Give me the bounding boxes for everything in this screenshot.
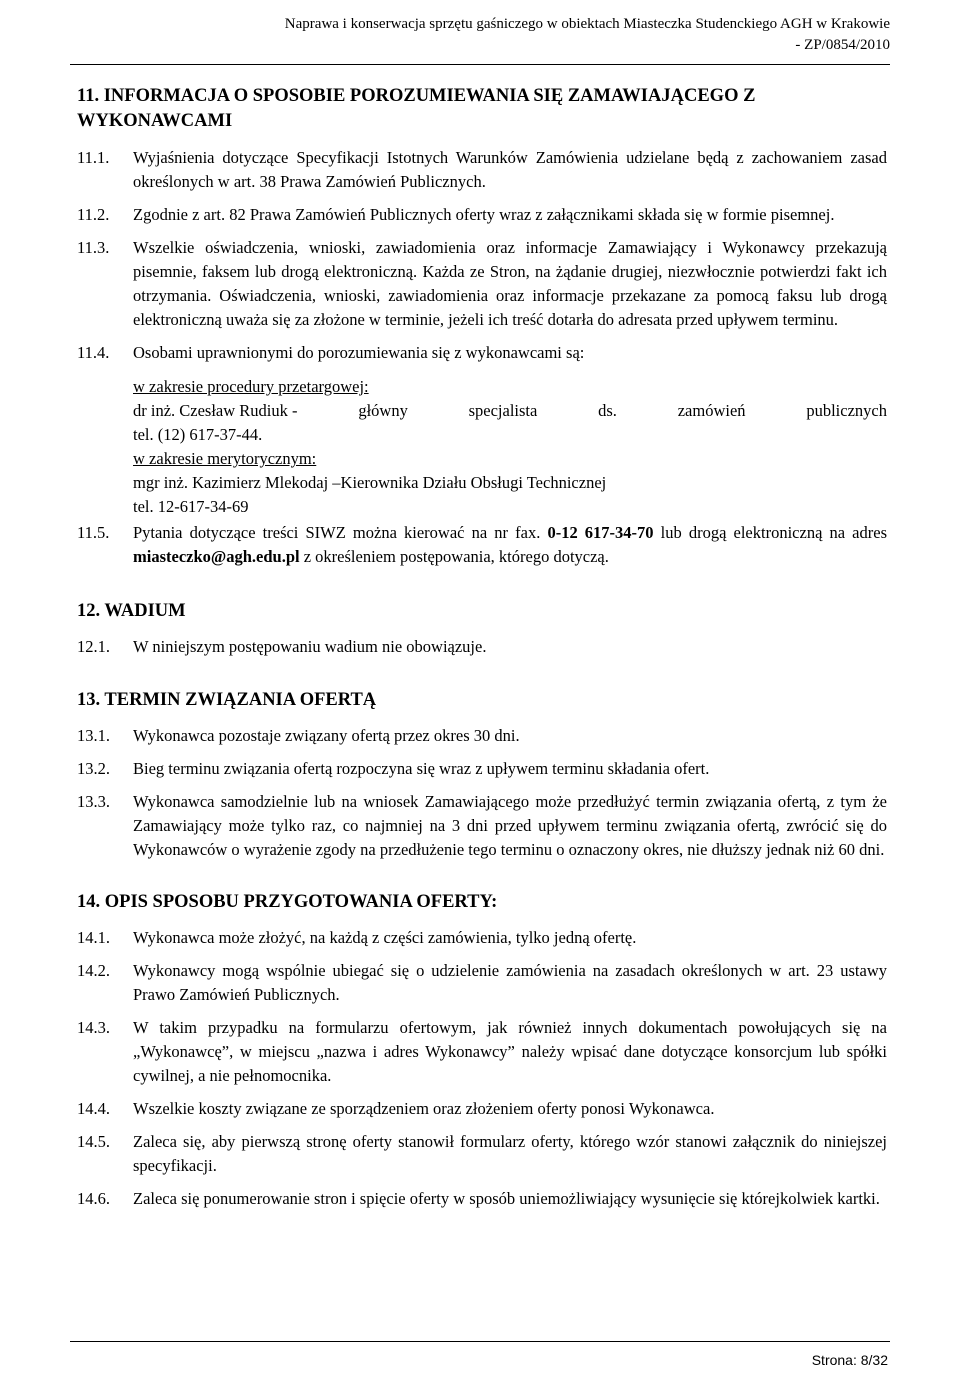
item-number: 14.5. <box>77 1132 110 1151</box>
item-14-3 <box>77 1016 887 1088</box>
item-11-2 <box>77 203 887 227</box>
merit-contact-phone: tel. 12-617-34-69 <box>133 497 249 516</box>
contact-role-word: zamówień <box>677 401 746 420</box>
item-text: Wykonawca pozostaje związany ofertą przez okres 30 dni. <box>133 726 520 745</box>
item-13-2 <box>77 757 887 781</box>
item-11-3 <box>77 236 887 332</box>
contacts-intro: Osobami uprawnionymi do porozumiewania się z wykonawcami są: <box>133 343 585 362</box>
item-14-2 <box>77 959 887 1007</box>
contact-role-word: publicznych <box>806 401 887 420</box>
item-number: 14.1. <box>77 928 110 947</box>
item-text: W takim przypadku na formularzu ofertowym, jak również innych dokumentach powołujących się na „Wykonawcę”, w miejscu „nazwa i adres Wykonawcy” należy wpisać dane dotyczące konsorcjum lub spółki cywilnej, a nie pełnomocnika. <box>133 1018 887 1085</box>
item-text: Wykonawca samodzielnie lub na wniosek Zamawiającego może przedłużyć termin związania ofertą, z tym że Zamawiający może tylko raz, co najmniej na 3 dni przed upływem terminu związania ofertą, zwrócić się do Wykonawców o wyrażenie zgody na przedłużenie tego terminu o oznaczony okres, nie dłuższy jednak niż 60 dni. <box>133 792 887 859</box>
contact-role-word: specjalista <box>468 401 538 420</box>
item-number: 14.4. <box>77 1099 110 1118</box>
item-number: 11.4. <box>77 343 110 362</box>
item-text <box>133 341 887 519</box>
contact-role-word: główny <box>358 401 408 420</box>
fax-number: 0-12 617-34-70 <box>547 523 654 542</box>
item-14-5 <box>77 1130 887 1178</box>
footer-divider <box>70 1341 890 1342</box>
section-13-title: 13. TERMIN ZWIĄZANIA OFERTĄ <box>77 690 377 710</box>
item-number: 13.2. <box>77 759 110 778</box>
item-11-1 <box>77 146 887 194</box>
item-11-4 <box>77 341 887 519</box>
item-number: 14.3. <box>77 1018 110 1037</box>
item-number: 14.2. <box>77 961 110 980</box>
header-divider <box>70 64 890 65</box>
item-text <box>133 521 887 569</box>
header-title: Naprawa i konserwacja sprzętu gaśniczego w obiektach Miasteczka Studenckiego AGH w Krakowie <box>284 16 890 32</box>
item-number: 12.1. <box>77 637 110 656</box>
header-reference: - ZP/0854/2010 <box>795 37 890 53</box>
item-text: Wszelkie oświadczenia, wnioski, zawiadomienia oraz informacje Zamawiający i Wykonawcy przekazują pisemnie, faksem lub drogą elektroniczną. Każda ze Stron, na żądanie drugiej, niezwłocznie potwierdzi fakt ich otrzymania. Oświadczenia, wnioski, zawiadomienia oraz informacje przekazane za pomocą faksu lub drogą elektroniczną uważa się za złożone w terminie, jeżeli ich treść dotarła do adresata przed upływem terminu. <box>133 238 887 329</box>
item-text: Bieg terminu związania ofertą rozpoczyna się wraz z upływem terminu składania ofert. <box>133 759 710 778</box>
item-14-1 <box>77 926 887 950</box>
item-text: W niniejszym postępowaniu wadium nie obowiązuje. <box>133 637 487 656</box>
item-text-part: lub drogą elektroniczną na adres <box>653 523 887 542</box>
item-text: Wykonawca może złożyć, na każdą z części zamówienia, tylko jedną ofertę. <box>133 928 637 947</box>
item-number: 11.3. <box>77 238 110 257</box>
item-text: Zaleca się, aby pierwszą stronę oferty stanowił formularz oferty, którego wzór stanowi załącznik do niniejszej specyfikacji. <box>133 1132 887 1175</box>
contact-role-word: ds. <box>598 401 617 420</box>
item-text: Zgodnie z art. 82 Prawa Zamówień Publicznych oferty wraz z załącznikami składa się w formie pisemnej. <box>133 205 835 224</box>
item-text: Wykonawcy mogą wspólnie ubiegać się o udzielenie zamówienia na zasadach określonych w art. 23 ustawy Prawo Zamówień Publicznych. <box>133 961 887 1004</box>
page-number: Strona: 8/32 <box>811 1352 888 1368</box>
section-11-title: 11. INFORMACJA O SPOSOBIE POROZUMIEWANIA SIĘ ZAMAWIAJĄCEGO Z WYKONAWCAMI <box>77 86 756 131</box>
item-number: 11.5. <box>77 523 110 542</box>
page-content <box>77 82 887 1211</box>
item-13-3 <box>77 790 887 862</box>
item-11-5 <box>77 521 887 569</box>
section-14-title: 14. OPIS SPOSOBU PRZYGOTOWANIA OFERTY: <box>77 892 498 912</box>
item-text: Zaleca się ponumerowanie stron i spięcie oferty w sposób uniemożliwiający wysunięcie się którejkolwiek kartki. <box>133 1189 880 1208</box>
procedure-contact-phone: tel. (12) 617-37-44. <box>133 425 263 444</box>
procedure-contact-name <box>133 399 887 423</box>
item-number: 14.6. <box>77 1189 110 1208</box>
item-number: 13.1. <box>77 726 110 745</box>
item-12-1 <box>77 635 887 659</box>
item-number: 13.3. <box>77 792 110 811</box>
item-number: 11.1. <box>77 148 110 167</box>
item-text: Wyjaśnienia dotyczące Specyfikacji Istotnych Warunków Zamówienia udzielane będą z zachowaniem zasad określonych w art. 38 Prawa Zamówień Publicznych. <box>133 148 887 191</box>
page-header <box>70 14 890 56</box>
procedure-contact-heading: w zakresie procedury przetargowej: <box>133 377 369 396</box>
item-text-part: Pytania dotyczące treści SIWZ można kierować na nr fax. <box>133 523 548 542</box>
item-number: 11.2. <box>77 205 110 224</box>
item-text: Wszelkie koszty związane ze sporządzeniem oraz złożeniem oferty ponosi Wykonawca. <box>133 1099 715 1118</box>
item-text-part: z określeniem postępowania, którego dotyczą. <box>299 547 609 566</box>
item-14-6 <box>77 1187 887 1211</box>
section-12-title: 12. WADIUM <box>77 601 186 621</box>
item-14-4 <box>77 1097 887 1121</box>
item-13-1 <box>77 724 887 748</box>
merit-contact-name: mgr inż. Kazimierz Mlekodaj –Kierownika Działu Obsługi Technicznej <box>133 473 607 492</box>
merit-contact-heading: w zakresie merytorycznym: <box>133 449 317 468</box>
email-address: miasteczko@agh.edu.pl <box>133 547 300 566</box>
contact-name: dr inż. Czesław Rudiuk - <box>133 401 298 420</box>
